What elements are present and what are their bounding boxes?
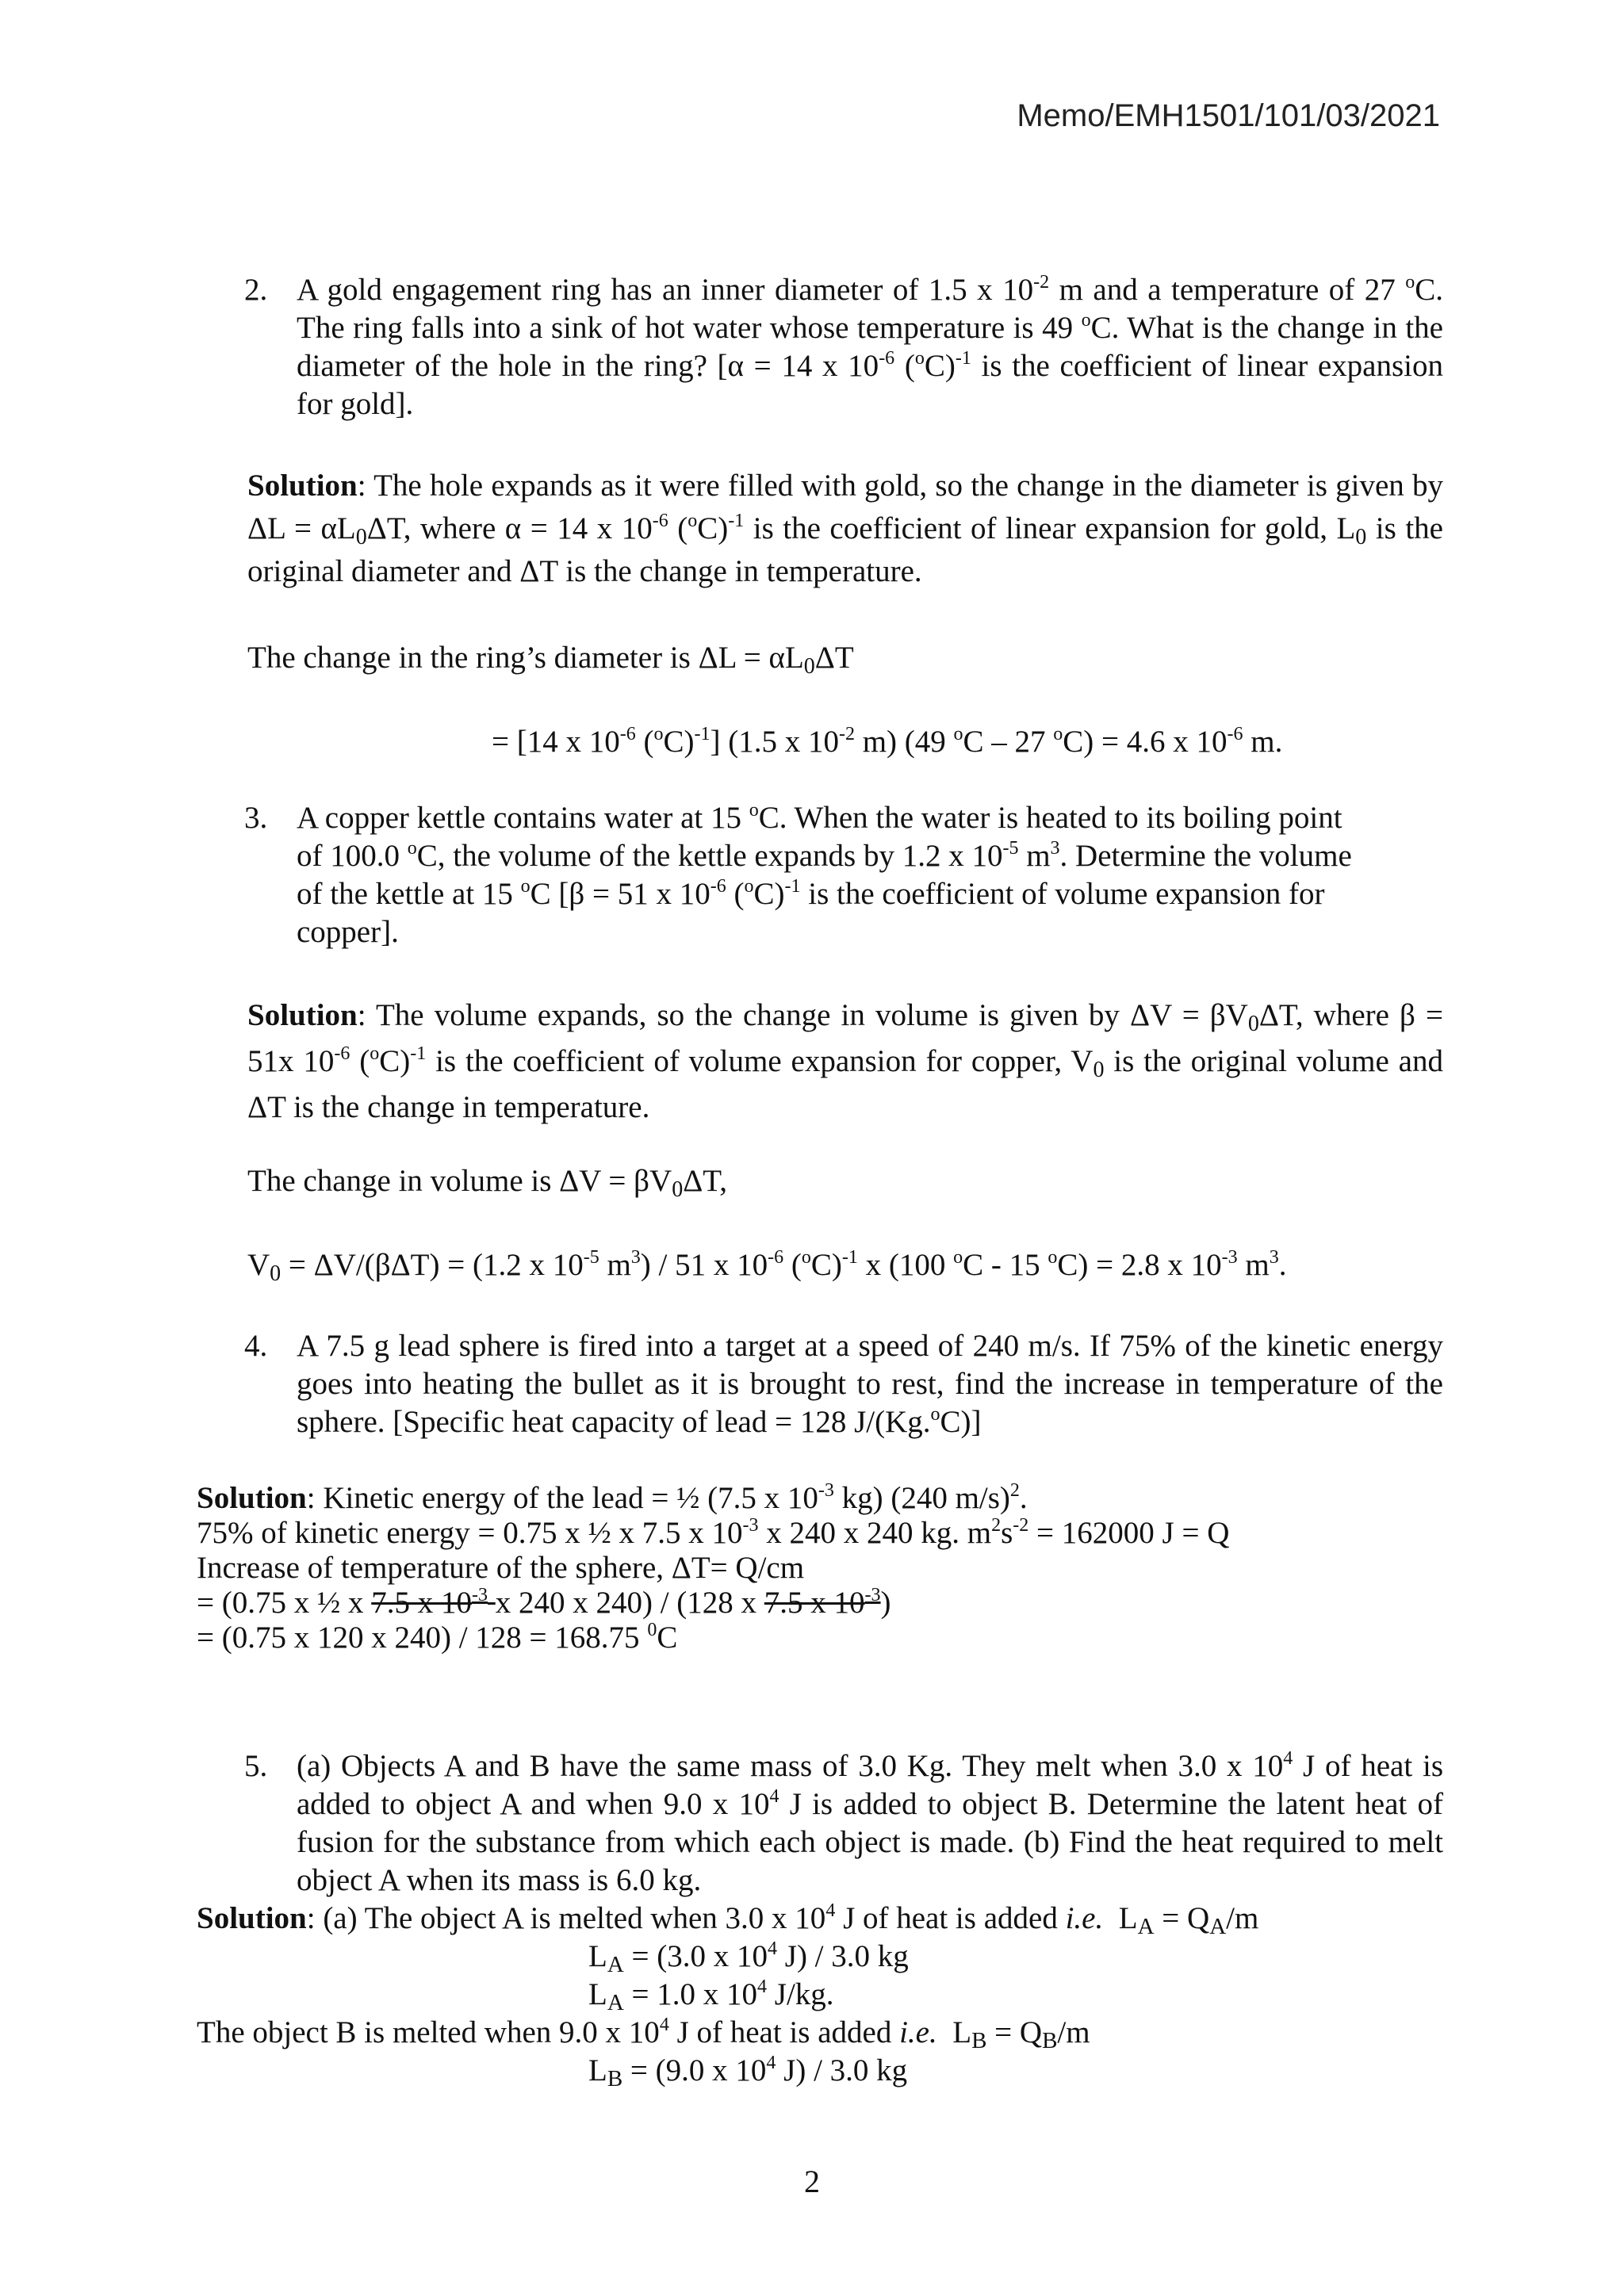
question-2-step-2: = [14 x $10^{-6}$ $(^oC)^{-1}$] (1.5 x $10^{-2}$ m) (49 $^o$C – 27 $^o$C) = 4.6 x $10^{-6}$ m.: [492, 724, 1283, 759]
question-5-solution: Solution: (a) The object A is melted when 3.0 x $10^4$ J of heat is added i.e. $L_A = Q_A/m$ $L_A = (3.0$ x $10^4$ J) / 3.0 kg $L_A = 1.0$ x $10^4$ J/kg. The object B is melted when 9.0 x $10^4$ J of heat is added i.e. $L_B = Q_B/m$ $L_B = (9.0$ x $10^4$ J) / 3.0 kg: [197, 1900, 1259, 2091]
question-2: 2. A gold engagement ring has an inner diameter of 1.5 x $10^{-2}$ m and a temperature of 27 $^o$C. The ring falls into a sink of hot water whose temperature is 49 $^o$C. What is the change in the diameter of the hole in the ring? [α = 14 x $10^{-6}$ $(^oC)^{-1}$ is the coefficient of linear expansion for gold].: [244, 272, 1443, 421]
question-5: 5. (a) Objects A and B have the same mass of 3.0 Kg. They melt when 3.0 x $10^4$ J of heat is added to object A and when 9.0 x $10^4$ J is added to object B. Determine the latent heat of fusion for the substance from which each object is made. (b) Find the heat required to melt object A when its mass is 6.0 kg.: [244, 1748, 1443, 1897]
page-number: 2: [804, 2164, 820, 2199]
question-3-step-2: $V_0 = \Delta V/(\beta\Delta T) = (1.2$ x $10^{-5}$ $m^3) / 51$ x $10^{-6}$ $(^oC)^{-1}$ x (100 $^o$C - 15 $^o$C) = 2.8 x $10^{-3}$ $m^3$.: [247, 1247, 1287, 1286]
solution-label: Solution: [247, 469, 358, 503]
question-3-number: 3.: [244, 801, 268, 835]
solution-label: Solution: [247, 998, 358, 1032]
question-4: 4. A 7.5 g lead sphere is fired into a target at a speed of 240 m/s. If 75% of the kinetic energy goes into heating the bullet as it is brought to rest, find the increase in temperature of the sphere. [Specific heat capacity of lead = 128 J/(Kg.$^o$C)]: [244, 1329, 1443, 1439]
question-3-step-1: The change in volume is $\Delta V = \beta V_0\Delta T$,: [247, 1164, 727, 1202]
question-4-number: 4.: [244, 1329, 268, 1363]
question-2-step-1: The change in the ring’s diameter is $\Delta L = \alpha L_0\Delta T$: [247, 641, 854, 679]
document-code: Memo/EMH1501/101/03/2021: [1017, 98, 1440, 133]
question-2-number: 2.: [244, 273, 268, 307]
solution-label: Solution: [197, 1901, 307, 1935]
question-3: 3. A copper kettle contains water at 15 $^o$C. When the water is heated to its boiling point of 100.0 $^o$C, the volume of the kettle expands by 1.2 x $10^{-5}$ $m^3$. Determine the volume of the kettle at 15 $^o$C [β = 51 x $10^{-6}$ $(^oC)^{-1}$ is the coefficient of volume expansion for copper].: [244, 800, 1352, 949]
question-2-solution: Solution: The hole expands as it were filled with gold, so the change in the diameter is given by $\Delta L = \alpha L_0\Delta T$, where α = 14 x $10^{-6}$ $(^oC)^{-1}$ is the coefficient of linear expansion for gold, $L_0$ is the original diameter and ΔT is the change in temperature.: [247, 469, 1443, 588]
question-4-solution: Solution: Kinetic energy of the lead = ½ (7.5 x $10^{-3}$ kg) (240 m/s)$^2$. 75% of kinetic energy = 0.75 x ½ x 7.5 x $10^{-3}$ x 240 x 240 kg. $m^2s^{-2} = 162000$ J = Q Increase of temperature of the sphere, ΔT= Q/cm = (0.75 x ½ x 7.5 x $10^{-3}$ x 240 x 240) / (128 x 7.5 x $10^{-3}$) = (0.75 x 120 x 240) / 128 = 168.75 $^0$C: [197, 1480, 1230, 1655]
question-3-solution: Solution: The volume expands, so the change in volume is given by $\Delta V = \beta V_0\Delta T$, where β = 51x $10^{-6}$ $(^oC)^{-1}$ is the coefficient of volume expansion for copper, $V_0$ is the original volume and ΔT is the change in temperature.: [247, 998, 1444, 1124]
question-5-number: 5.: [244, 1749, 268, 1783]
solution-label: Solution: [197, 1481, 307, 1515]
